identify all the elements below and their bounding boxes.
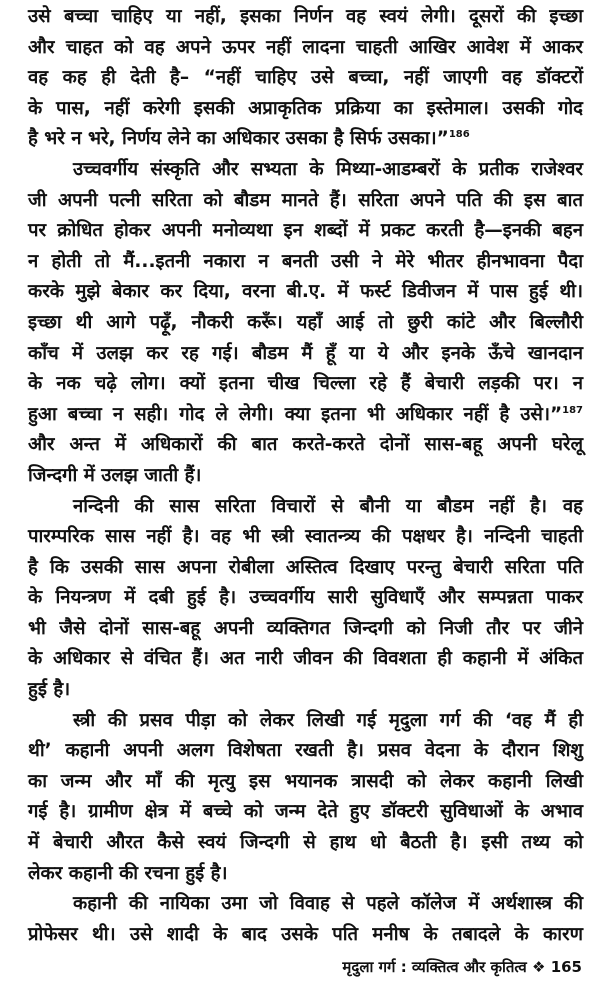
- line-text: भी जैसे दोनों सास-बहू अपनी व्यक्तिगत जिन्दगी को निजी तौर पर जीने: [28, 617, 583, 639]
- line-text: करके मुझे बेकार कर दिया, वरना बी.ए. में फर्स्ट डिवीजन में पास हुई थी।: [28, 281, 583, 303]
- line-text: के नियन्त्रण में दबी हुई है। उच्चवर्गीय सारी सुविधाएँ और सम्पन्नता पाकर: [28, 587, 583, 609]
- text-line: [28, 706, 583, 737]
- line-text: नन्दिनी की सास सरिता विचारों से बौनी या बौडम नहीं है। वह: [73, 495, 583, 517]
- footnote-marker: 187: [562, 404, 583, 416]
- text-line: [28, 614, 583, 645]
- line-text: कहानी की नायिका उमा जो विवाह से पहले कॉलेज में अर्थशास्त्र की: [73, 893, 583, 915]
- text-line: [28, 644, 583, 675]
- line-text: हुई है।: [28, 679, 71, 701]
- page-footer: [342, 957, 582, 977]
- footnote-marker: 186: [448, 129, 470, 141]
- line-text: उसे बच्चा चाहिए या नहीं, इसका निर्णन वह स्वयं लेगी। दूसरों की इच्छा: [28, 6, 583, 27]
- text-line: [28, 33, 583, 64]
- line-text: न होती तो मैं...इतनी नकारा न बनती उसी ने मेरे भीतर हीनभावना पैदा: [28, 250, 583, 272]
- text-line: [28, 155, 583, 186]
- line-text: हुआ बच्चा न सही। गोद ले लेगी। क्या इतना भी अधिकार नहीं है उसे।”: [28, 403, 563, 425]
- line-text: गई है। ग्रामीण क्षेत्र में बच्चे को जन्म देते हुए डॉक्टरी सुविधाओं के अभाव: [28, 801, 583, 823]
- line-text: प्रोफेसर थी। उसे शादी के बाद उसके पति मनीष के तबादले के कारण: [28, 923, 583, 945]
- line-text: जिन्दगी में उलझ जाती हैं।: [28, 464, 202, 486]
- line-text: और चाहत को वह अपने ऊपर नहीं लादना चाहती आखिर आवेश में आकर: [28, 36, 583, 58]
- text-line: [28, 828, 583, 859]
- page-number: 165: [550, 958, 582, 976]
- text-line: [28, 400, 583, 431]
- text-line: [28, 583, 583, 614]
- text-line: [28, 339, 583, 370]
- line-text: उच्चवर्गीय संस्कृति और सभ्यता के मिथ्या-आडम्बरों के प्रतीक राजेश्वर: [73, 158, 583, 180]
- text-line: [28, 797, 583, 828]
- text-line: [28, 859, 583, 890]
- line-text: वह कह ही देती है– “नहीं चाहिए उसे बच्चा, नहीं जाएगी वह डॉक्टरों: [28, 67, 583, 89]
- line-text: जी अपनी पत्नी सरिता को बौडम मानते हैं। सरिता अपने पति की इस बात: [28, 189, 583, 211]
- text-line: [28, 553, 583, 584]
- line-text: है कि उसकी सास अपना रोबीला अस्तित्व दिखाए परन्तु बेचारी सरिता पति: [28, 556, 583, 578]
- text-line: [28, 124, 583, 155]
- line-text: के अधिकार से वंचित हैं। अत नारी जीवन की विवशता ही कहानी में अंकित: [28, 648, 583, 670]
- text-line: [28, 277, 583, 308]
- line-text: है भरे न भरे, निर्णय लेने का अधिकार उसका है सिर्फ उसका।”: [28, 128, 449, 150]
- text-line: [28, 94, 583, 125]
- text-line: [28, 920, 583, 951]
- text-line: [28, 369, 583, 400]
- running-title: मृदुला गर्ग : व्यक्तित्व और कृतित्व: [342, 958, 527, 976]
- line-text: लेकर कहानी की रचना हुई है।: [28, 862, 228, 884]
- text-line: [28, 308, 583, 339]
- text-line: [28, 247, 583, 278]
- line-text: काँच में उलझ कर रह गई। बौडम मैं हूँ या ये और इनके ऊँचे खानदान: [28, 342, 583, 364]
- line-text: के नक चढ़े लोग। क्यों इतना चीख चिल्ला रहे हैं बेचारी लड़की पर। न: [28, 373, 583, 395]
- line-text: स्त्री की प्रसव पीड़ा को लेकर लिखी गई मृदुला गर्ग की ‘वह मैं ही: [73, 709, 583, 731]
- ornament-icon: ❖: [532, 958, 546, 976]
- text-line: [28, 522, 583, 553]
- text-line: [28, 63, 583, 94]
- line-text: इच्छा थी आगे पढ़ूँ, नौकरी करूँ। यहाँ आई तो छुरी कांटे और बिल्लौरी: [28, 311, 583, 333]
- text-line: [28, 216, 583, 247]
- line-text: में बेचारी औरत कैसे स्वयं जिन्दगी से हाथ धो बैठती है। इसी तथ्य को: [28, 832, 583, 854]
- line-text: पारम्परिक सास नहीं है। वह भी स्त्री स्वातन्त्र्य की पक्षधर है। नन्दिनी चाहती: [28, 526, 583, 548]
- text-line: [28, 736, 583, 767]
- text-line: [28, 889, 583, 920]
- text-line: [28, 186, 583, 217]
- page-body: [28, 2, 583, 950]
- text-line: [28, 675, 583, 706]
- text-line: [28, 461, 583, 492]
- line-text: का जन्म और माँ की मृत्यु इस भयानक त्रासदी को लेकर कहानी लिखी: [28, 770, 583, 792]
- text-line: [28, 430, 583, 461]
- line-text: और अन्त में अधिकारों की बात करते-करते दोनों सास-बहू अपनी घरेलू: [28, 434, 583, 456]
- text-line: [28, 492, 583, 523]
- line-text: थी’ कहानी अपनी अलग विशेषता रखती है। प्रसव वेदना के दौरान शिशु: [28, 740, 583, 762]
- line-text: पर क्रोधित होकर अपनी मनोव्यथा इन शब्दों में प्रकट करती है—इनकी बहन: [28, 220, 583, 242]
- line-text: के पास, नहीं करेगी इसकी अप्राकृतिक प्रक्रिया का इस्तेमाल। उसकी गोद: [28, 97, 583, 119]
- text-line: [28, 2, 583, 33]
- text-line: [28, 767, 583, 798]
